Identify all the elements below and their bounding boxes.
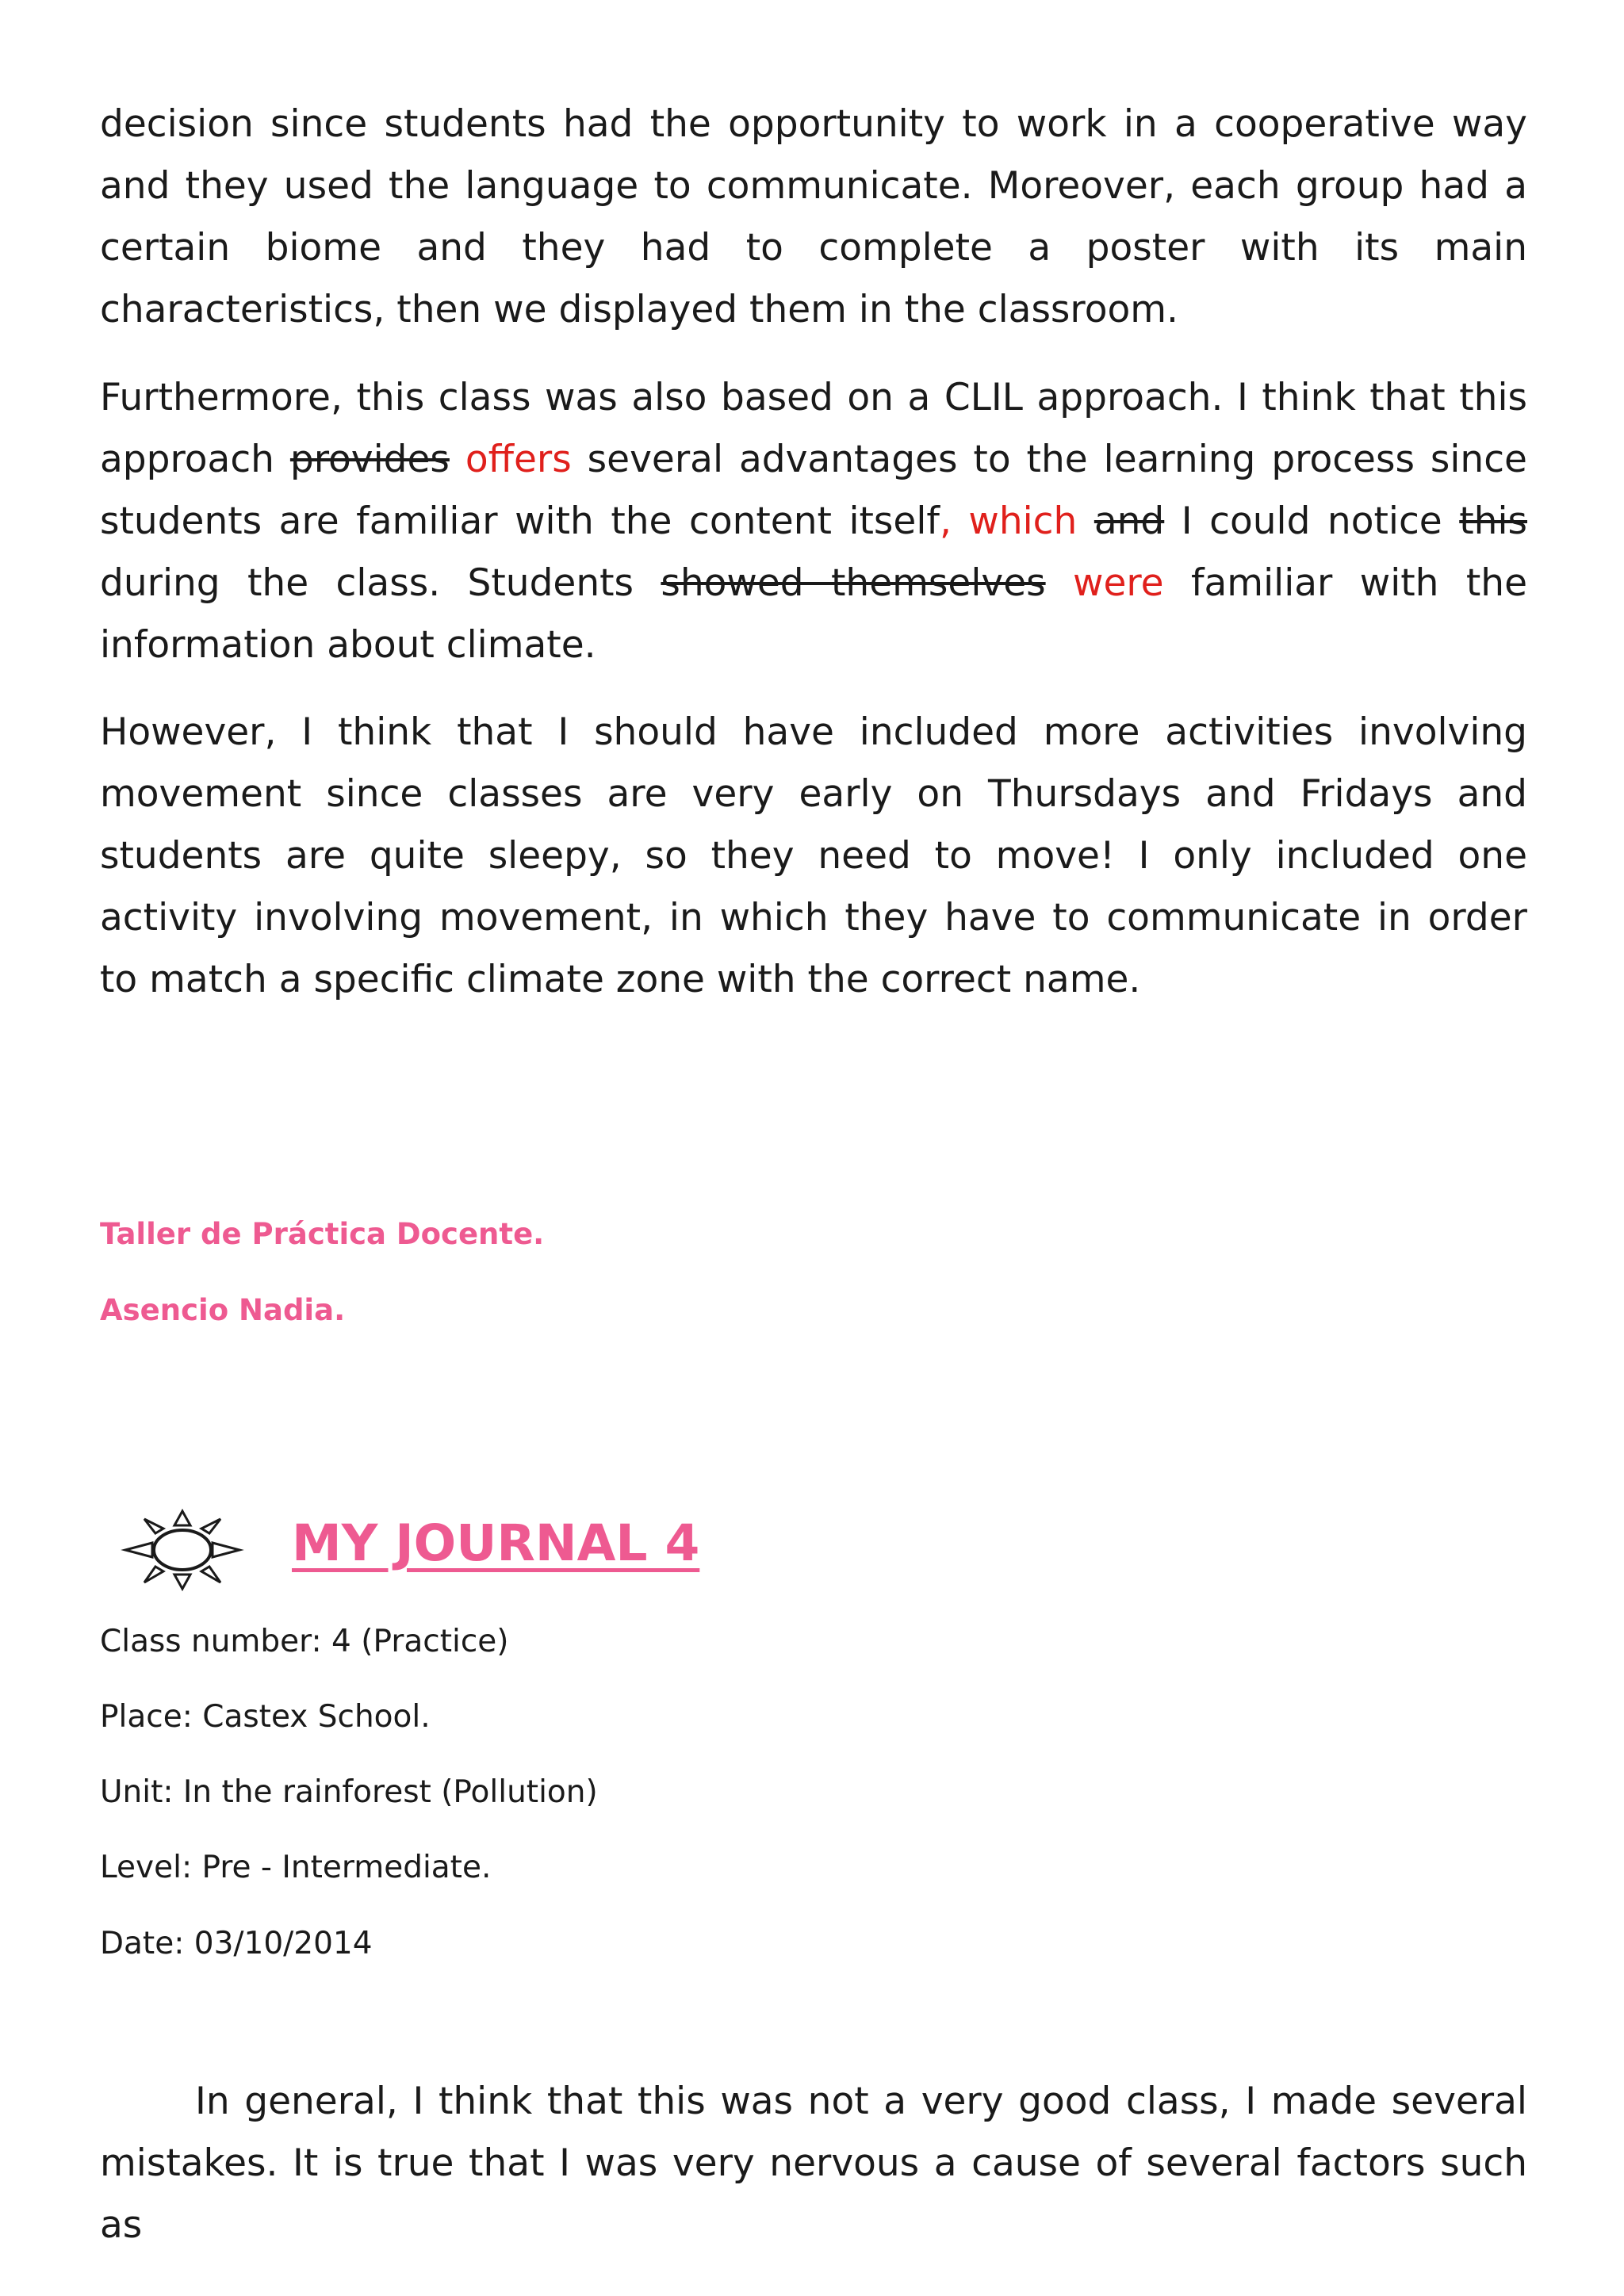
clil-text-3: I could notice (1164, 499, 1460, 543)
sun-icon (119, 1506, 246, 1594)
journal-title: MY JOURNAL 4 (292, 1514, 700, 1572)
meta-date: Date: 03/10/2014 (100, 1926, 373, 1961)
struck-provides: provides (289, 438, 450, 481)
meta-class-number: Class number: 4 (Practice) (100, 1624, 509, 1659)
correction-offers: offers (465, 438, 572, 481)
clil-text-1: Furthermore, this class was also based on a CLIL approach. I think that this approach (100, 376, 1527, 481)
clil-text-5: familiar with the information about climate. (100, 561, 1527, 667)
struck-showed-themselves: showed themselves (661, 561, 1046, 605)
clil-text-4: during the class. Students (100, 561, 661, 605)
meta-place: Place: Castex School. (100, 1699, 431, 1735)
paragraph-cooperative-work: decision since students had the opportunity to work in a cooperative way and they used the language to communicate. Moreover, each group had a certain biome and they had to complete a poster with its main characteristics, then we displayed them in the classroom. (100, 102, 1527, 331)
correction-were: were (1073, 561, 1164, 605)
meta-level: Level: Pre - Intermediate. (100, 1850, 492, 1885)
correction-which: , which (939, 499, 1078, 543)
struck-this: this (1459, 499, 1527, 543)
meta-unit: Unit: In the rainforest (Pollution) (100, 1774, 598, 1810)
clil-text-2: several advantages to the learning process since students are familiar with the content itself (100, 438, 1527, 543)
paragraph-movement-activities: However, I think that I should have included more activities involving movement since classes are very early on Thursdays and Fridays and students are quite sleepy, so they need to move! I only included one activity involving movement, in which they have to communicate in order to match a specific climate zone with the correct name. (100, 710, 1527, 1001)
struck-and: and (1094, 499, 1165, 543)
signature-course: Taller de Práctica Docente. (100, 1217, 545, 1251)
paragraph-general-reflection: In general, I think that this was not a very good class, I made several mistakes. It is true that I was very nervous a cause of several factors such as (100, 2080, 1527, 2247)
signature-author: Asencio Nadia. (100, 1293, 346, 1327)
paragraph-clil-approach (100, 367, 1527, 676)
